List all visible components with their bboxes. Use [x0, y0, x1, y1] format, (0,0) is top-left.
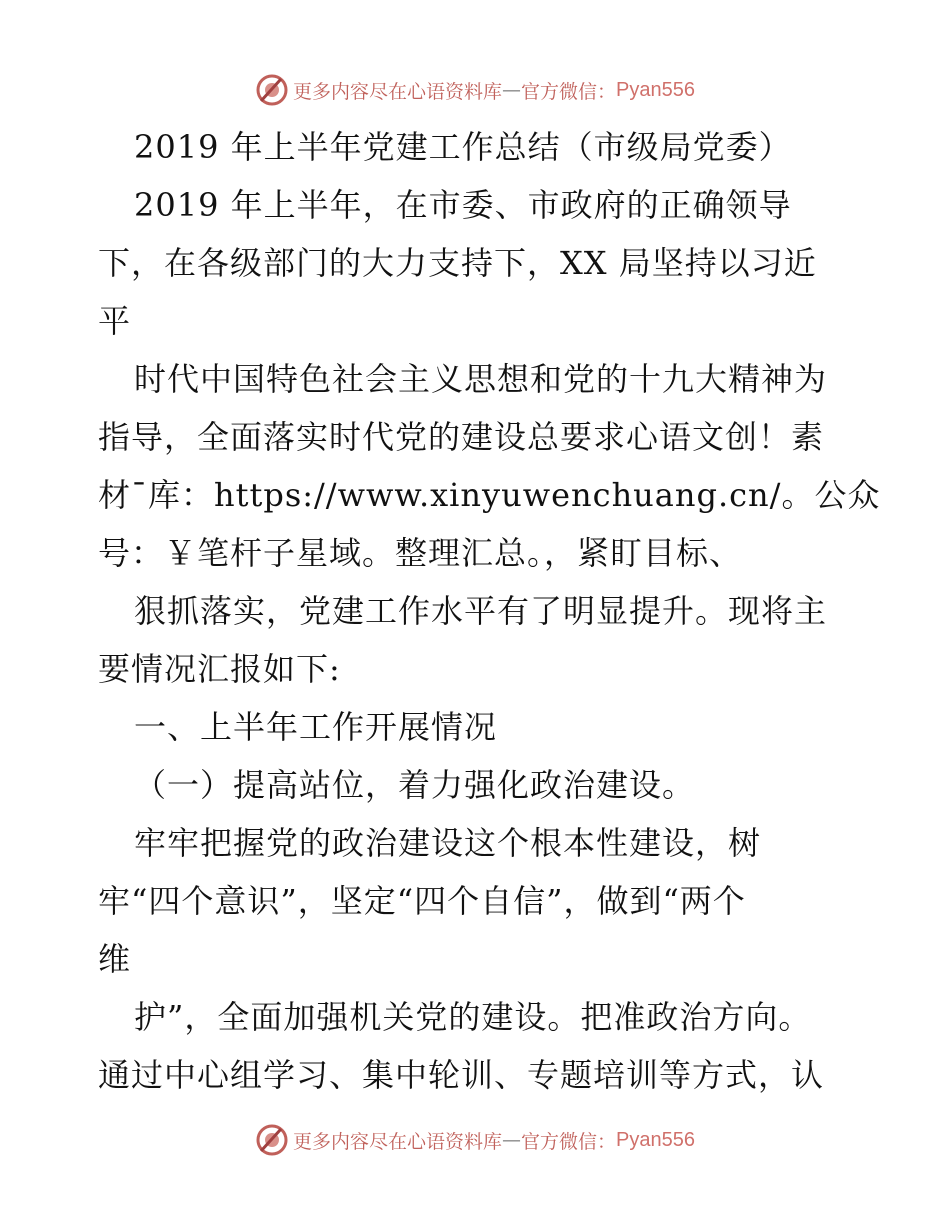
paragraph-line: 通过中心组学习、集中轮训、专题培训等方式，认 — [98, 1056, 825, 1094]
paragraph-line: 牢“四个意识”，坚定“四个自信”，做到“两个 — [98, 882, 746, 920]
banner-label: 官方微信： — [521, 1130, 617, 1153]
banner-wechat-id: Pyan556 — [616, 78, 695, 101]
paragraph-line: 维 — [98, 940, 132, 978]
paragraph-line: 要情况汇报如下: — [98, 650, 341, 688]
banner-wechat-id: Pyan556 — [616, 1128, 695, 1151]
paragraph-line: 护”，全面加强机关党的建设。把准政治方向。 — [134, 998, 812, 1036]
banner-main-text: 更多内容尽在心语资料库 — [293, 1130, 503, 1153]
subsection-heading: （一）提高站位，着力强化政治建设。 — [134, 766, 696, 804]
paragraph-line: 指导，全面落实时代党的建设总要求心语文创！素 — [98, 418, 825, 456]
paragraph-line: 牢牢把握党的政治建设这个根本性建设，树 — [134, 824, 762, 862]
header-banner — [0, 70, 950, 110]
paragraph-line: 时代中国特色社会主义思想和党的十九大精神为 — [134, 360, 828, 398]
paragraph-line: 下，在各级部门的大力支持下，XX 局坚持以习近 — [98, 244, 817, 282]
banner-separator: — — [502, 1129, 522, 1151]
logo-icon — [255, 73, 289, 107]
logo-icon — [255, 1123, 289, 1157]
banner-separator: — — [502, 79, 522, 101]
banner-main-text: 更多内容尽在心语资料库 — [293, 80, 503, 103]
document-body — [98, 118, 881, 1104]
paragraph-line: 平 — [98, 302, 132, 340]
footer-banner — [0, 1120, 950, 1160]
paragraph-line: 狠抓落实，党建工作水平有了明显提升。现将主 — [134, 592, 828, 630]
banner-label: 官方微信： — [521, 80, 617, 103]
paragraph-line: 材¯库：https://www.xinyuwenchuang.cn/。公众 — [98, 476, 881, 514]
section-heading: 一、上半年工作开展情况 — [134, 708, 498, 746]
paragraph-line: 号：￥笔杆子星域。整理汇总。，紧盯目标、 — [98, 534, 743, 572]
paragraph-line: 2019 年上半年，在市委、市政府的正确领导 — [134, 186, 792, 224]
document-title: 2019 年上半年党建工作总结（市级局党委） — [134, 128, 792, 166]
